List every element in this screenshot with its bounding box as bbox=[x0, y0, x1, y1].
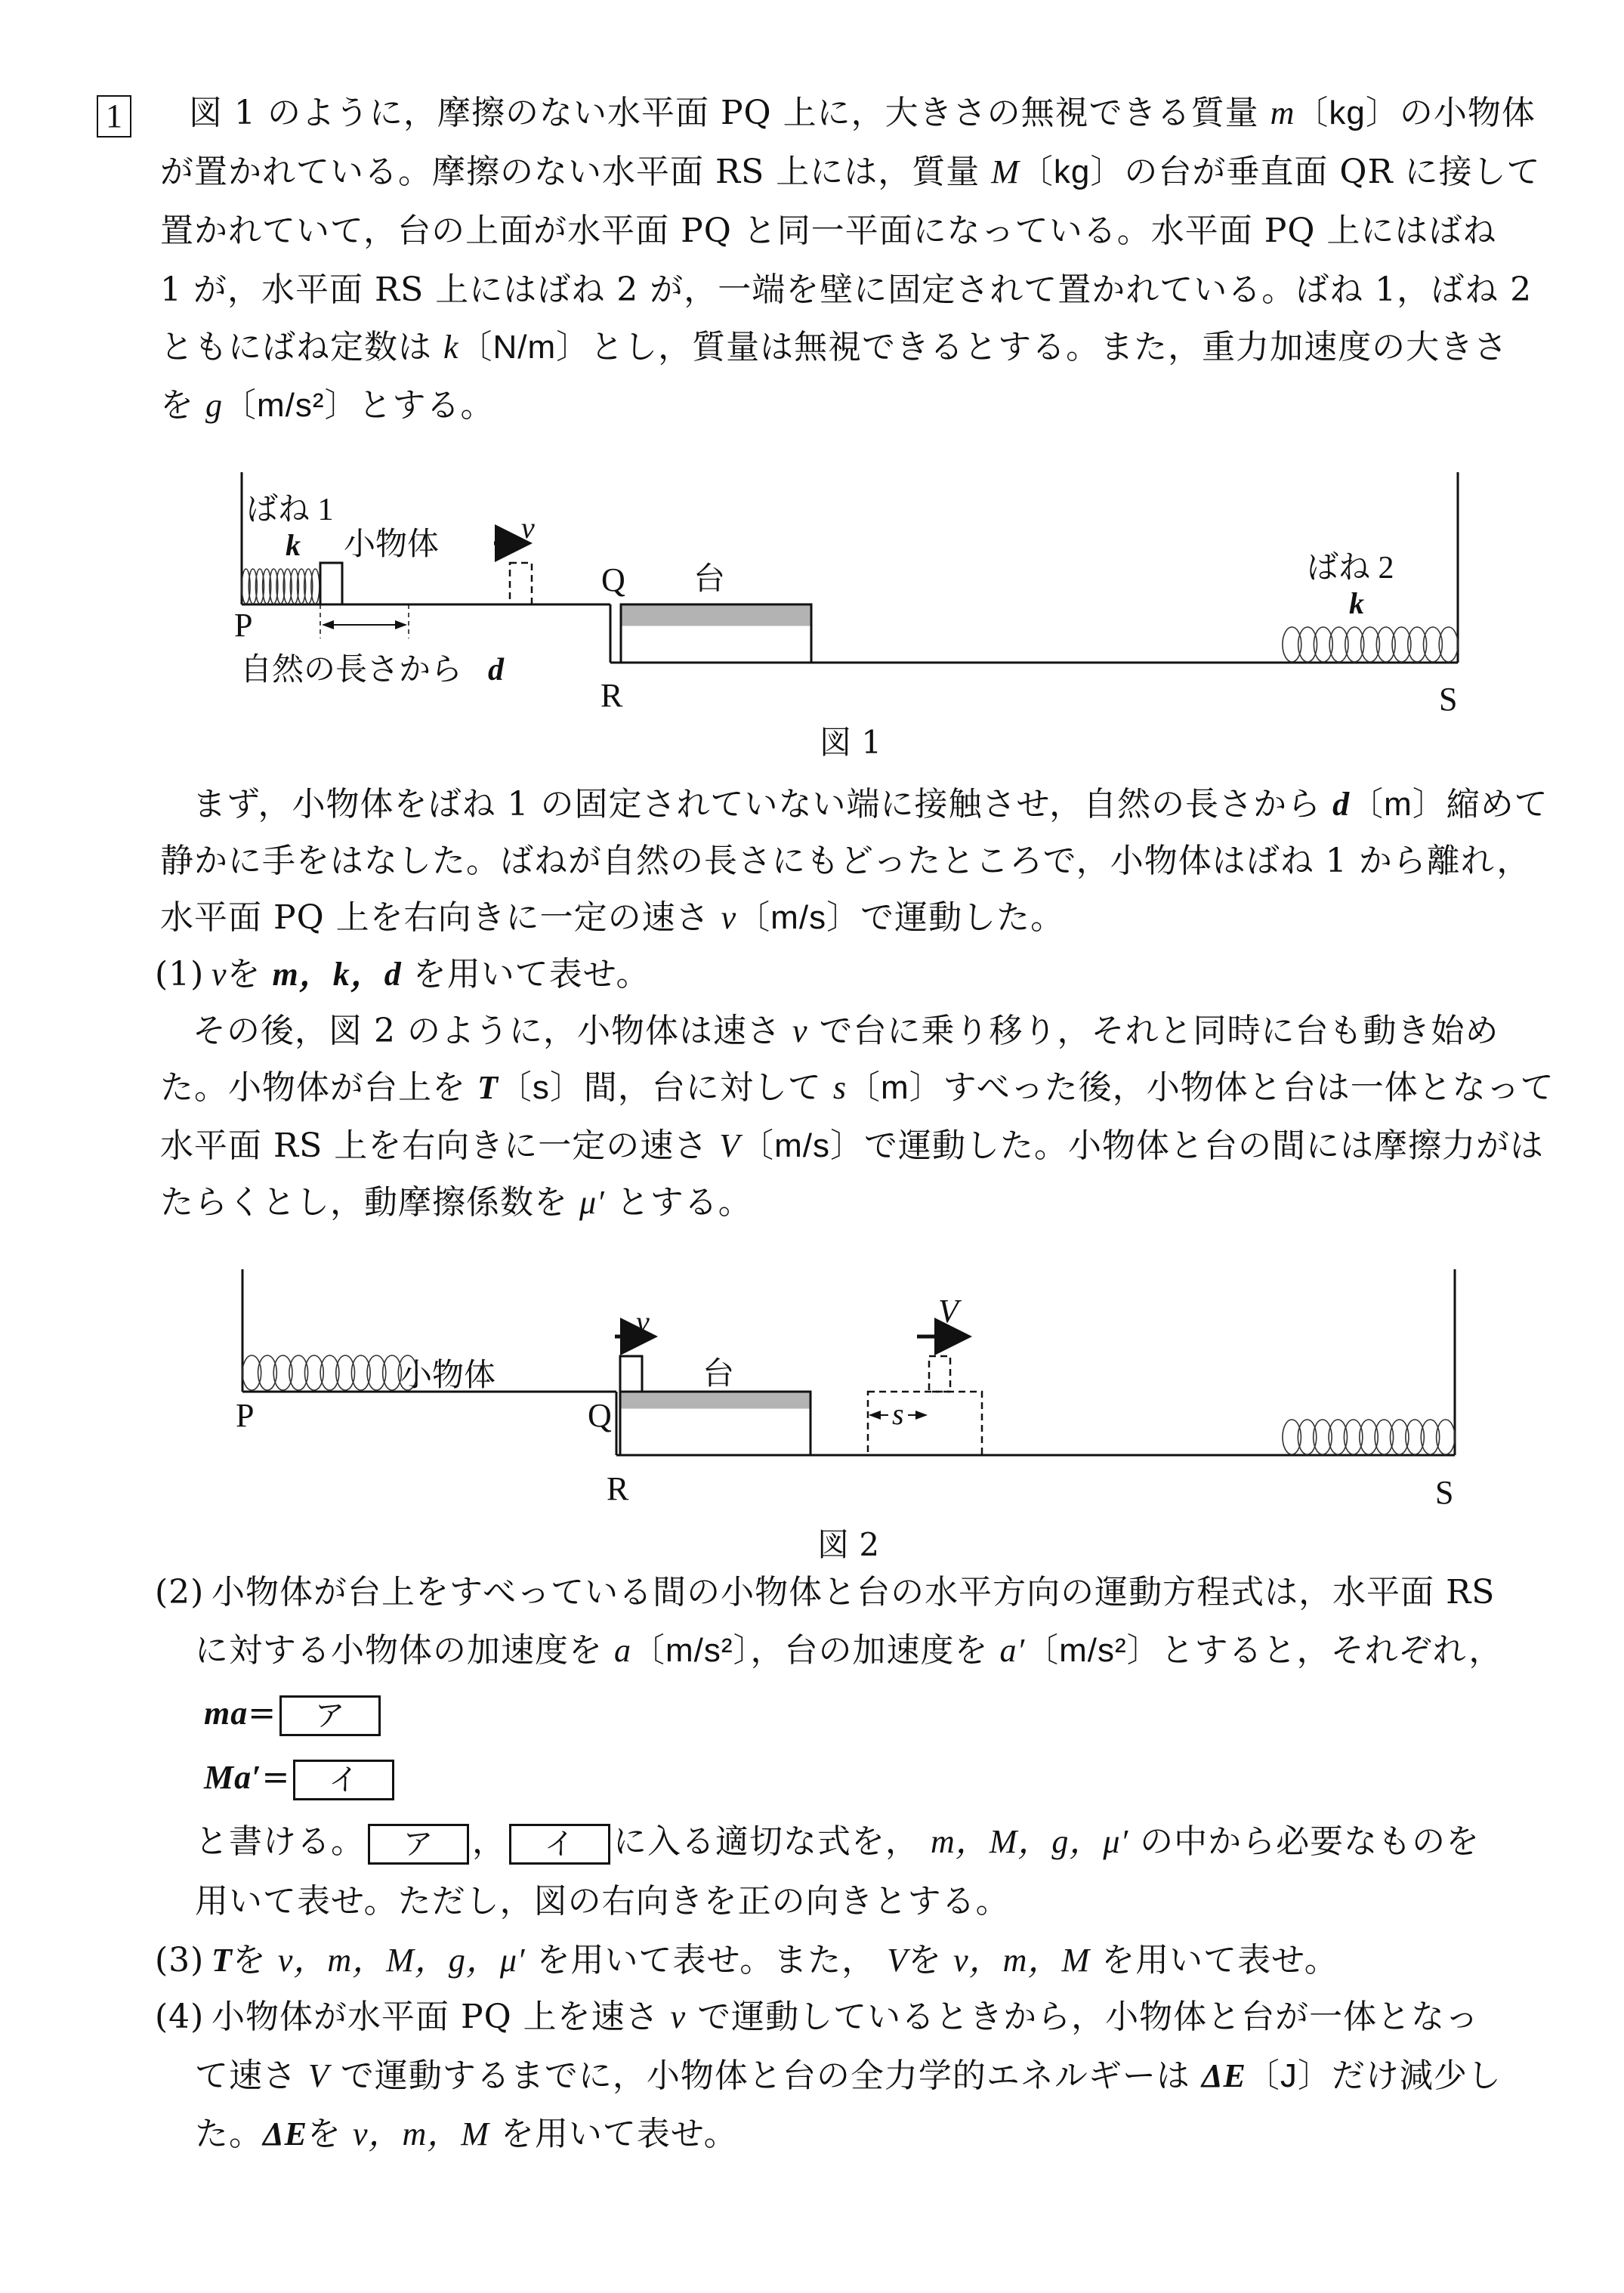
answer-blank-a[interactable]: ア bbox=[279, 1695, 381, 1736]
var-T: T bbox=[477, 1069, 499, 1106]
label-stand: 台 bbox=[702, 1357, 735, 1392]
para2-line-1 bbox=[193, 1010, 1499, 1052]
question-1 bbox=[155, 953, 650, 996]
intro-line-4: 1 が，水平面 RS 上にはばね 2 が，一端を壁に固定されて置かれている。ばね 1，ばね 2 bbox=[160, 270, 1533, 309]
equals-sign: = bbox=[261, 1758, 291, 1797]
intro-line-1 bbox=[189, 92, 1536, 134]
var-delta-E: ΔE bbox=[1201, 2057, 1246, 2094]
para1-line-2: 静かに手をはなした。ばねが自然の長さにもどったところで，小物体はばね 1 から離れ， bbox=[160, 842, 1531, 880]
para-text: たらくとし，動摩擦係数を bbox=[160, 1183, 568, 1222]
unit-m: 〔m〕 bbox=[1350, 786, 1446, 823]
var-V: V bbox=[719, 1127, 741, 1164]
para-text: で台に乗り移り，それと同時に台も動き始め bbox=[819, 1012, 1499, 1050]
vars-list: v，m，M bbox=[953, 1942, 1091, 1979]
var-d: d bbox=[1332, 786, 1351, 823]
q-text: 小物体が台上をすべっている間の小物体と台の水平方向の運動方程式は，水平面 RS bbox=[211, 1573, 1496, 1612]
var-mu-prime: μ′ bbox=[579, 1184, 605, 1221]
question-4-line-2 bbox=[195, 2055, 1502, 2097]
problem-number: 1 bbox=[97, 95, 131, 138]
q-text: ， bbox=[472, 1822, 506, 1861]
question-3 bbox=[155, 1939, 1338, 1982]
label-R: R bbox=[601, 677, 623, 714]
para-text: すべった後，小物体と台は一体となって bbox=[943, 1068, 1555, 1107]
stand-top-surface bbox=[622, 606, 810, 626]
var-V: V bbox=[308, 2057, 329, 2094]
figure-2-caption: 図 2 bbox=[817, 1526, 880, 1563]
small-object bbox=[620, 1356, 642, 1392]
label-P: P bbox=[234, 607, 253, 644]
unit-m-per-s: 〔m/s〕 bbox=[736, 899, 861, 936]
label-P: P bbox=[236, 1397, 255, 1434]
small-object bbox=[320, 563, 342, 604]
q-text: に入る適切な式を， bbox=[613, 1822, 919, 1861]
para-text: で運動した。 bbox=[860, 898, 1065, 937]
unit-m-per-s2: 〔m/s²〕 bbox=[631, 1632, 751, 1669]
q-text: て速さ bbox=[195, 2057, 297, 2095]
para-text: とする。 bbox=[616, 1183, 752, 1222]
q-text: で運動しているときから，小物体と台が一体となっ bbox=[697, 1998, 1480, 2036]
equation-1 bbox=[204, 1692, 384, 1736]
var-v: v bbox=[721, 899, 737, 936]
vars-list: v，m，M，g，μ′ bbox=[277, 1942, 526, 1979]
var-k: k bbox=[443, 329, 459, 366]
var-v: v bbox=[211, 956, 227, 993]
equation-2 bbox=[204, 1757, 397, 1800]
label-compression-d: d bbox=[488, 653, 504, 688]
intro-line-6 bbox=[160, 385, 495, 427]
equals-sign: = bbox=[248, 1694, 277, 1732]
para1-line-3 bbox=[160, 897, 1064, 939]
label-Q: Q bbox=[588, 1397, 612, 1434]
var-M: M bbox=[991, 153, 1020, 190]
q-text: に対する小物体の加速度を bbox=[195, 1631, 603, 1670]
label-object: 小物体 bbox=[400, 1358, 496, 1393]
intro-text: を bbox=[160, 386, 194, 425]
answer-blank-i[interactable]: イ bbox=[293, 1760, 394, 1800]
question-number: (3) bbox=[155, 1941, 205, 1979]
unit-s: 〔s〕 bbox=[498, 1069, 584, 1106]
question-number: (4) bbox=[155, 1998, 205, 2036]
figure-1-caption: 図 1 bbox=[820, 724, 882, 761]
label-spring2: ばね 2 bbox=[1307, 551, 1394, 586]
unit-kg: 〔kg〕 bbox=[1019, 153, 1125, 190]
var-v: v bbox=[792, 1012, 808, 1049]
unit-m-per-s2: 〔m/s²〕 bbox=[1025, 1632, 1161, 1669]
var-V: V bbox=[887, 1942, 909, 1979]
q-text: と書ける。 bbox=[195, 1822, 365, 1861]
para1-line-1 bbox=[193, 783, 1548, 826]
label-spring1: ばね 1 bbox=[246, 493, 334, 527]
var-a-prime: a′ bbox=[999, 1632, 1026, 1669]
var-delta-E: ΔE bbox=[263, 2115, 307, 2152]
para2-line-2 bbox=[160, 1067, 1555, 1109]
figure-1 bbox=[0, 453, 1624, 733]
para-text: 縮めて bbox=[1446, 785, 1548, 824]
unit-J: 〔J〕 bbox=[1246, 2057, 1332, 2094]
var-a: a bbox=[614, 1632, 631, 1669]
intro-text: ともにばね定数は bbox=[160, 328, 432, 366]
q-text: を bbox=[227, 955, 261, 994]
intro-text: の台が垂直面 QR に接して bbox=[1124, 153, 1541, 191]
stand-top-surface bbox=[622, 1393, 810, 1409]
intro-text: とし，質量は無視できるとする。また，重力加速度の大きさ bbox=[590, 328, 1508, 366]
para-text: で運動した。小物体と台の間には摩擦力がは bbox=[864, 1126, 1545, 1165]
q-text: を bbox=[232, 1941, 267, 1979]
para-text: 水平面 PQ 上を右向きに一定の速さ bbox=[160, 898, 710, 937]
q-text: を bbox=[908, 1941, 943, 1979]
para2-line-3 bbox=[160, 1125, 1544, 1167]
label-velocity-V: V bbox=[938, 1293, 959, 1330]
unit-n-per-m: 〔N/m〕 bbox=[458, 329, 591, 366]
unit-kg: 〔kg〕 bbox=[1295, 94, 1400, 131]
spring-2-icon bbox=[1283, 627, 1458, 662]
q-text: で運動するまでに，小物体と台の全力学的エネルギーは bbox=[340, 2057, 1190, 2095]
label-velocity: v bbox=[521, 511, 535, 545]
intro-text: が置かれている。摩擦のない水平面 RS 上には，質量 bbox=[160, 153, 980, 191]
question-2-line-5 bbox=[195, 1821, 1480, 1865]
answer-blank-a-ref: ア bbox=[368, 1824, 469, 1865]
para-text: 間，台に対して bbox=[583, 1068, 822, 1107]
label-S: S bbox=[1435, 1474, 1454, 1511]
intro-text: 図 1 のように，摩擦のない水平面 PQ 上に，大きさの無視できる質量 bbox=[189, 94, 1259, 132]
intro-line-3: 置かれていて，台の上面が水平面 PQ と同一平面になっている。水平面 PQ 上にはばね bbox=[160, 212, 1497, 250]
question-4-line-1 bbox=[155, 1996, 1479, 2038]
para-text: 水平面 RS 上を右向きに一定の速さ bbox=[160, 1126, 709, 1165]
vars-list: v，m，M bbox=[352, 2115, 489, 2152]
question-2-line-2 bbox=[195, 1630, 1502, 1672]
label-S: S bbox=[1439, 681, 1458, 718]
spring-1-icon bbox=[242, 1355, 417, 1390]
q-text: ，台の加速度を bbox=[750, 1631, 989, 1670]
stand-ghost bbox=[868, 1392, 982, 1455]
figure-2 bbox=[0, 1262, 1624, 1534]
para2-line-4 bbox=[160, 1182, 752, 1224]
eq-lhs: Ma′ bbox=[204, 1759, 262, 1796]
para-text: まず，小物体をばね 1 の固定されていない端に接触させ，自然の長さから bbox=[193, 785, 1322, 824]
small-object-ghost bbox=[929, 1356, 950, 1392]
intro-line-2 bbox=[160, 151, 1541, 193]
small-object-ghost bbox=[510, 563, 532, 604]
label-spring2-k: k bbox=[1349, 586, 1364, 620]
para-text: その後，図 2 のように，小物体は速さ bbox=[193, 1012, 781, 1050]
question-number: (1) bbox=[155, 955, 205, 994]
para-text: た。小物体が台上を bbox=[160, 1068, 466, 1107]
label-compression: 自然の長さから bbox=[240, 653, 463, 688]
answer-blank-i-ref: イ bbox=[509, 1824, 610, 1865]
q-text: た。 bbox=[195, 2115, 263, 2153]
q-text: を bbox=[307, 2115, 341, 2153]
var-v: v bbox=[670, 1998, 687, 2035]
unit-m-per-s2: 〔m/s²〕 bbox=[223, 387, 359, 424]
question-number: (2) bbox=[155, 1573, 205, 1612]
label-R: R bbox=[607, 1470, 629, 1507]
q-text: を用いて表せ。また， bbox=[536, 1941, 876, 1979]
q-text: 小物体が水平面 PQ 上を速さ bbox=[211, 1998, 659, 2036]
q-text: を用いて表せ。 bbox=[500, 2115, 738, 2153]
intro-line-5 bbox=[160, 326, 1508, 369]
q-text: とすると，それぞれ， bbox=[1160, 1631, 1503, 1670]
var-g: g bbox=[205, 387, 223, 424]
question-2-line-6: 用いて表せ。ただし，図の右向きを正の向きとする。 bbox=[195, 1882, 1010, 1921]
q-text: だけ減少し bbox=[1331, 2057, 1502, 2095]
eq-lhs: ma bbox=[204, 1695, 249, 1732]
label-velocity: v bbox=[636, 1305, 650, 1339]
unit-m-per-s: 〔m/s〕 bbox=[740, 1127, 865, 1164]
label-stand: 台 bbox=[693, 562, 726, 597]
label-Q: Q bbox=[601, 561, 625, 598]
intro-text: とする。 bbox=[358, 386, 495, 425]
vars-list: m，M，g，μ′ bbox=[931, 1823, 1129, 1860]
q-text: を用いて表せ。 bbox=[1101, 1941, 1338, 1979]
var-s: s bbox=[832, 1069, 848, 1106]
var-m: m bbox=[1270, 94, 1295, 131]
question-2-line-1 bbox=[155, 1571, 1495, 1614]
vars-list: m，k，d bbox=[272, 956, 402, 993]
q-text: を用いて表せ。 bbox=[412, 955, 650, 994]
label-slide-s: s bbox=[892, 1397, 904, 1431]
label-spring1-k: k bbox=[286, 528, 301, 562]
unit-m: 〔m〕 bbox=[847, 1069, 943, 1106]
intro-text: の小物体 bbox=[1399, 94, 1536, 132]
spring-2-icon bbox=[1283, 1420, 1455, 1454]
var-T: T bbox=[211, 1942, 233, 1979]
spring-1-icon bbox=[242, 569, 320, 604]
q-text: の中から必要なものを bbox=[1140, 1822, 1480, 1861]
question-4-line-3 bbox=[195, 2113, 738, 2155]
label-object: 小物体 bbox=[344, 527, 440, 562]
